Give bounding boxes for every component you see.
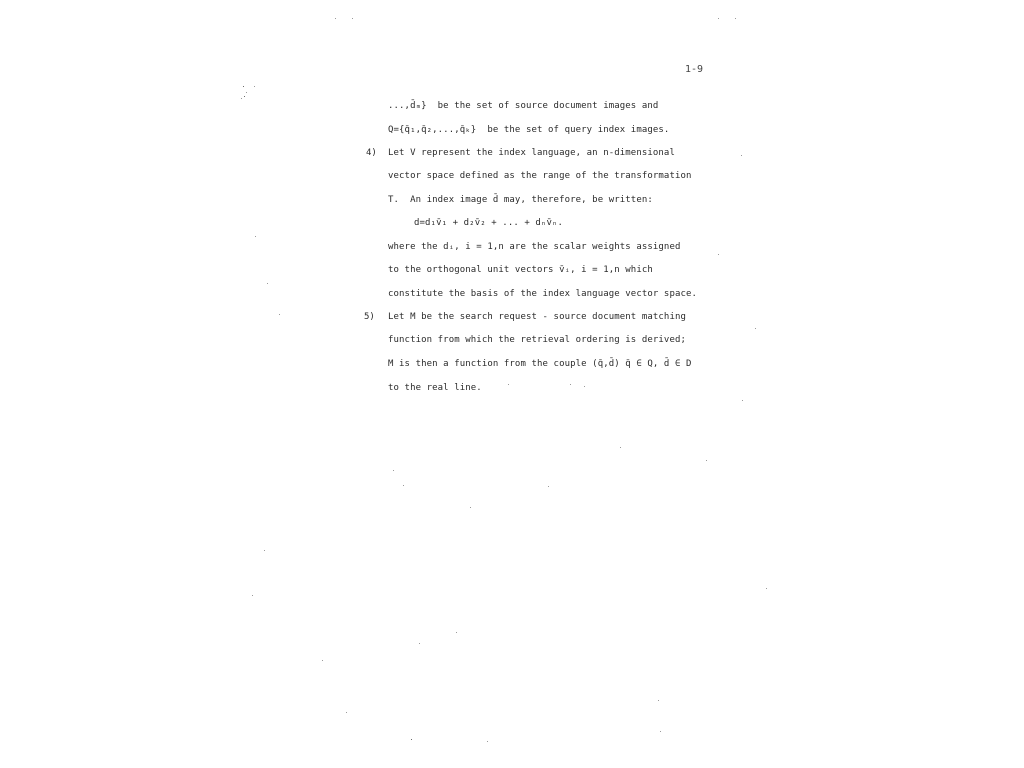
equation-line: d=d₁v̄₁ + d₂v̄₂ + ... + dₙv̄ₙ. xyxy=(414,218,563,228)
text-line-2: Q={q̄₁,q̄₂,...,q̄ₖ} be the set of query index images. xyxy=(388,125,670,135)
text-line-8: constitute the basis of the index language vector space. xyxy=(388,289,698,299)
text-line-4: vector space defined as the range of the transformation xyxy=(388,171,692,181)
text-line-5: T. An index image d̄ may, therefore, be written: xyxy=(388,195,653,205)
text-line-12: to the real line. xyxy=(388,383,482,393)
text-line-6: where the dᵢ, i = 1,n are the scalar weights assigned xyxy=(388,242,681,252)
text-line-11: M is then a function from the couple (q̄,d̄) q̄ ∈ Q, d̄ ∈ D xyxy=(388,359,692,369)
item-number-5: 5) xyxy=(364,312,375,322)
text-line-7: to the orthogonal unit vectors v̄ᵢ, i = 1,n which xyxy=(388,265,653,275)
text-line-3: Let V represent the index language, an n-dimensional xyxy=(388,148,675,158)
item-number-4: 4) xyxy=(366,148,377,158)
page-number: 1-9 xyxy=(685,64,704,75)
text-line-10: function from which the retrieval ordering is derived; xyxy=(388,335,686,345)
text-line-9: Let M be the search request - source document matching xyxy=(388,312,686,322)
text-line-1: ...,d̄ₘ} be the set of source document images and xyxy=(388,101,659,111)
